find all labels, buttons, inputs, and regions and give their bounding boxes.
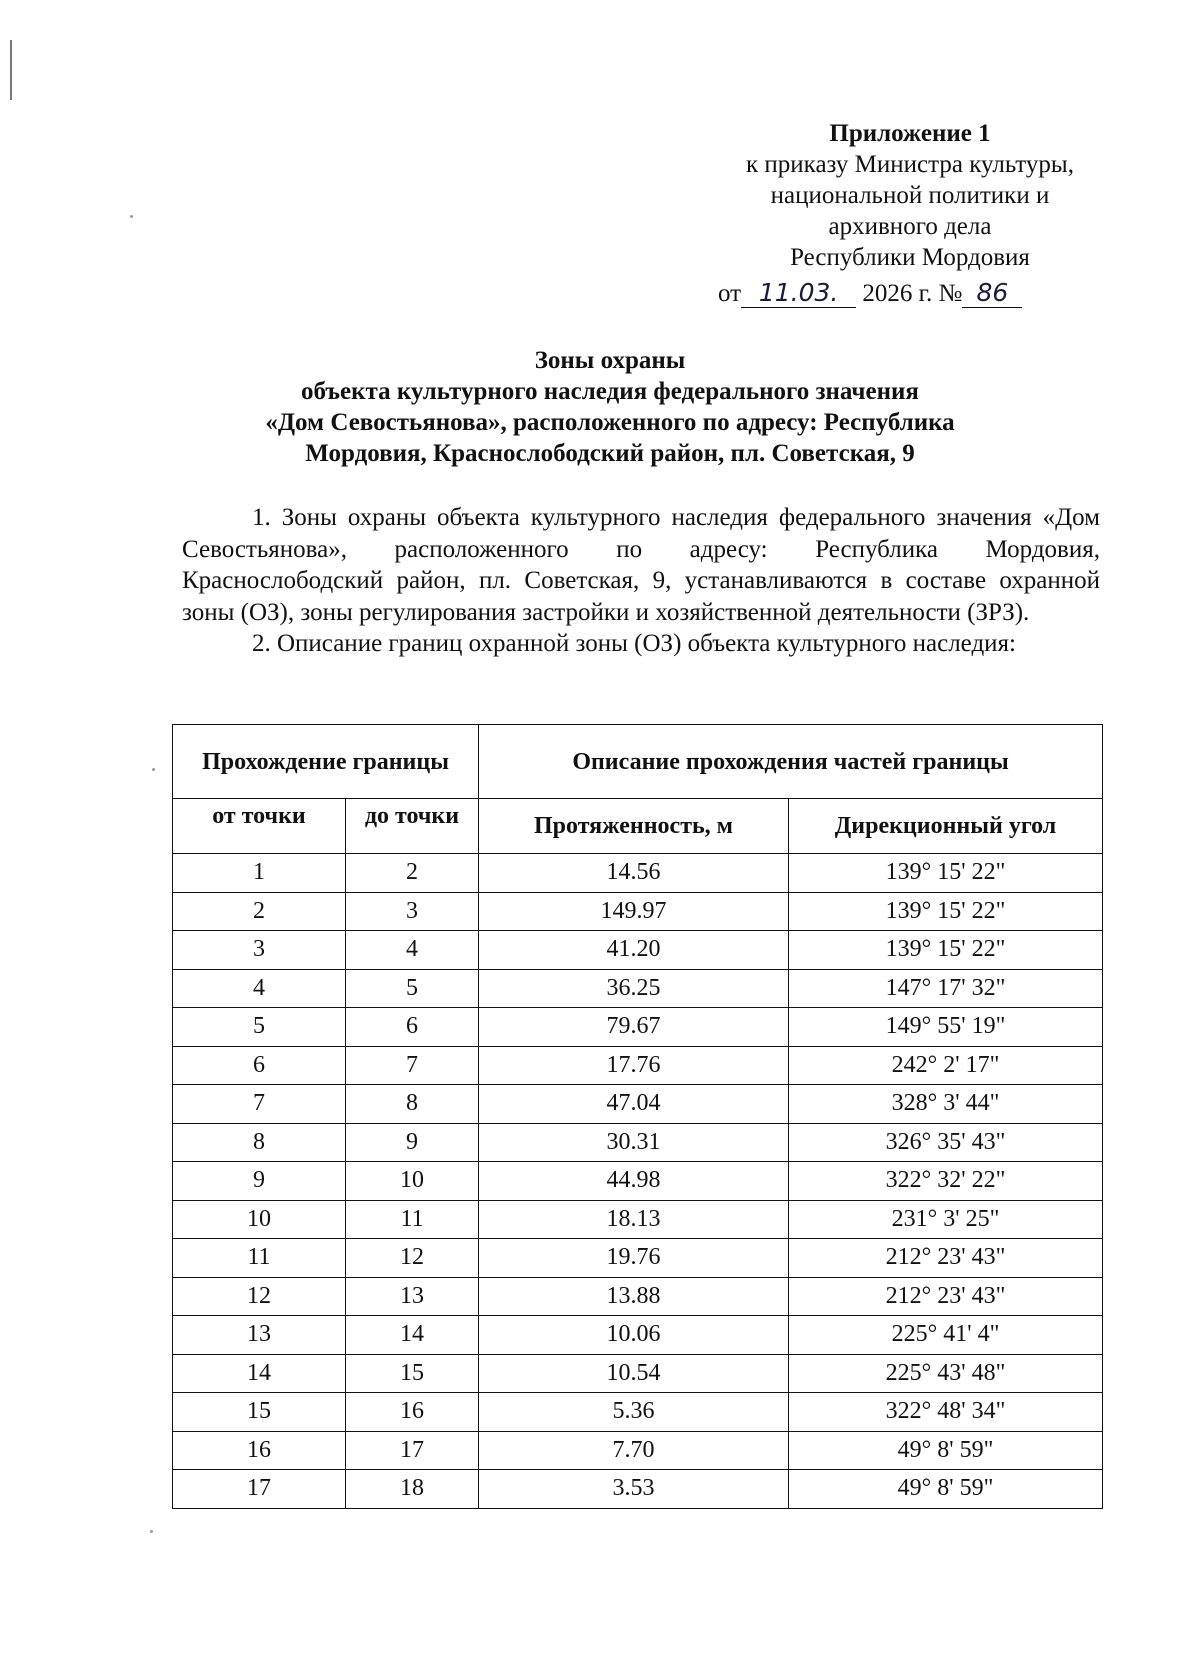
cell-angle: 328° 3' 44": [789, 1085, 1103, 1124]
cell-to-point: 7: [346, 1046, 479, 1085]
title-line: объекта культурного наследия федерального значения: [301, 378, 919, 405]
scan-speck: [130, 215, 133, 218]
table-row: [173, 1316, 1103, 1355]
cell-angle: 212° 23' 43": [789, 1239, 1103, 1278]
cell-length: 3.53: [479, 1470, 789, 1509]
cell-length: 5.36: [479, 1393, 789, 1432]
cell-length: 149.97: [479, 892, 789, 931]
cell-angle: 49° 8' 59": [789, 1470, 1103, 1509]
cell-angle: 149° 55' 19": [789, 1008, 1103, 1047]
cell-angle: 225° 43' 48": [789, 1354, 1103, 1393]
cell-from-point: 8: [173, 1123, 346, 1162]
cell-length: 7.70: [479, 1431, 789, 1470]
scan-speck: [152, 768, 155, 771]
document-title: [170, 345, 1050, 469]
cell-to-point: 2: [346, 854, 479, 893]
paragraph-1: 1. Зоны охраны объекта культурного наследия федерального значения «Дом Севостьянова», расположенного по адресу: Республика Мордовия, Краснослободский район, пл. Советская, 9, устанавливаются в составе охранной зоны (ОЗ), зоны регулирования застройки и хозяйственной деятельности (ЗРЗ).: [182, 504, 1100, 626]
cell-to-point: 14: [346, 1316, 479, 1355]
header-boundary-description: Описание прохождения частей границы: [479, 725, 1103, 799]
cell-from-point: 10: [173, 1200, 346, 1239]
order-date-handwritten: 11.03.: [741, 278, 856, 308]
appendix-line: архивного дела: [828, 213, 992, 240]
title-line: Мордовия, Краснослободский район, пл. Советская, 9: [305, 440, 915, 467]
cell-angle: 225° 41' 4": [789, 1316, 1103, 1355]
cell-from-point: 12: [173, 1277, 346, 1316]
table-row: [173, 931, 1103, 970]
cell-angle: 322° 48' 34": [789, 1393, 1103, 1432]
cell-from-point: 3: [173, 931, 346, 970]
cell-length: 36.25: [479, 969, 789, 1008]
title-line: Зоны охраны: [534, 347, 686, 374]
cell-length: 10.54: [479, 1354, 789, 1393]
cell-to-point: 11: [346, 1200, 479, 1239]
table-row: [173, 1200, 1103, 1239]
cell-angle: 242° 2' 17": [789, 1046, 1103, 1085]
cell-to-point: 16: [346, 1393, 479, 1432]
cell-angle: 139° 15' 22": [789, 854, 1103, 893]
cell-angle: 139° 15' 22": [789, 931, 1103, 970]
cell-from-point: 4: [173, 969, 346, 1008]
table-row: [173, 1277, 1103, 1316]
table-row: [173, 892, 1103, 931]
cell-angle: 139° 15' 22": [789, 892, 1103, 931]
cell-to-point: 4: [346, 931, 479, 970]
cell-from-point: 17: [173, 1470, 346, 1509]
header-to-point: до точки: [346, 799, 479, 854]
cell-angle: 326° 35' 43": [789, 1123, 1103, 1162]
cell-from-point: 11: [173, 1239, 346, 1278]
appendix-line: Республики Мордовия: [790, 244, 1030, 271]
cell-length: 17.76: [479, 1046, 789, 1085]
order-year: 2026 г. №: [862, 280, 963, 307]
table-row: [173, 1008, 1103, 1047]
table-row: [173, 1085, 1103, 1124]
appendix-line: национальной политики и: [770, 182, 1050, 209]
cell-to-point: 18: [346, 1470, 479, 1509]
cell-from-point: 5: [173, 1008, 346, 1047]
table-row: [173, 1354, 1103, 1393]
body-text: [182, 502, 1100, 660]
cell-length: 30.31: [479, 1123, 789, 1162]
header-length: Протяженность, м: [479, 799, 789, 854]
cell-to-point: 8: [346, 1085, 479, 1124]
cell-length: 14.56: [479, 854, 789, 893]
cell-angle: 231° 3' 25": [789, 1200, 1103, 1239]
cell-to-point: 3: [346, 892, 479, 931]
table-row: [173, 1470, 1103, 1509]
cell-length: 44.98: [479, 1162, 789, 1201]
order-number-handwritten: 86: [962, 278, 1022, 308]
paragraph-2: 2. Описание границ охранной зоны (ОЗ) объекта культурного наследия:: [252, 630, 1016, 657]
cell-to-point: 12: [346, 1239, 479, 1278]
table-row: [173, 854, 1103, 893]
header-from-point: от точки: [173, 799, 346, 854]
table-body: [173, 854, 1103, 1509]
cell-to-point: 10: [346, 1162, 479, 1201]
cell-length: 47.04: [479, 1085, 789, 1124]
cell-to-point: 9: [346, 1123, 479, 1162]
cell-from-point: 2: [173, 892, 346, 931]
cell-length: 41.20: [479, 931, 789, 970]
cell-to-point: 17: [346, 1431, 479, 1470]
scan-margin-mark: [10, 40, 12, 100]
appendix-block: [700, 118, 1120, 273]
table-row: [173, 1162, 1103, 1201]
table-row: [173, 1123, 1103, 1162]
cell-from-point: 7: [173, 1085, 346, 1124]
boundary-table: [172, 724, 1103, 1509]
cell-from-point: 15: [173, 1393, 346, 1432]
cell-from-point: 1: [173, 854, 346, 893]
scan-speck: [150, 1530, 153, 1533]
cell-length: 79.67: [479, 1008, 789, 1047]
header-boundary-passage: Прохождение границы: [173, 725, 479, 799]
header-angle: Дирекционный угол: [789, 799, 1103, 854]
appendix-line: к приказу Министра культуры,: [746, 151, 1074, 178]
cell-from-point: 16: [173, 1431, 346, 1470]
cell-angle: 147° 17' 32": [789, 969, 1103, 1008]
cell-from-point: 14: [173, 1354, 346, 1393]
order-reference: [718, 278, 1078, 308]
cell-length: 18.13: [479, 1200, 789, 1239]
table-row: [173, 1431, 1103, 1470]
cell-angle: 49° 8' 59": [789, 1431, 1103, 1470]
cell-from-point: 9: [173, 1162, 346, 1201]
title-line: «Дом Севостьянова», расположенного по адресу: Республика: [265, 409, 955, 436]
appendix-title: Приложение 1: [829, 120, 991, 147]
cell-length: 10.06: [479, 1316, 789, 1355]
cell-from-point: 6: [173, 1046, 346, 1085]
cell-length: 19.76: [479, 1239, 789, 1278]
table-row: [173, 1046, 1103, 1085]
table-row: [173, 1393, 1103, 1432]
order-prefix: от: [718, 280, 742, 307]
table-row: [173, 1239, 1103, 1278]
cell-to-point: 5: [346, 969, 479, 1008]
cell-length: 13.88: [479, 1277, 789, 1316]
cell-angle: 322° 32' 22": [789, 1162, 1103, 1201]
cell-to-point: 13: [346, 1277, 479, 1316]
table-row: [173, 969, 1103, 1008]
cell-from-point: 13: [173, 1316, 346, 1355]
cell-to-point: 6: [346, 1008, 479, 1047]
cell-angle: 212° 23' 43": [789, 1277, 1103, 1316]
cell-to-point: 15: [346, 1354, 479, 1393]
